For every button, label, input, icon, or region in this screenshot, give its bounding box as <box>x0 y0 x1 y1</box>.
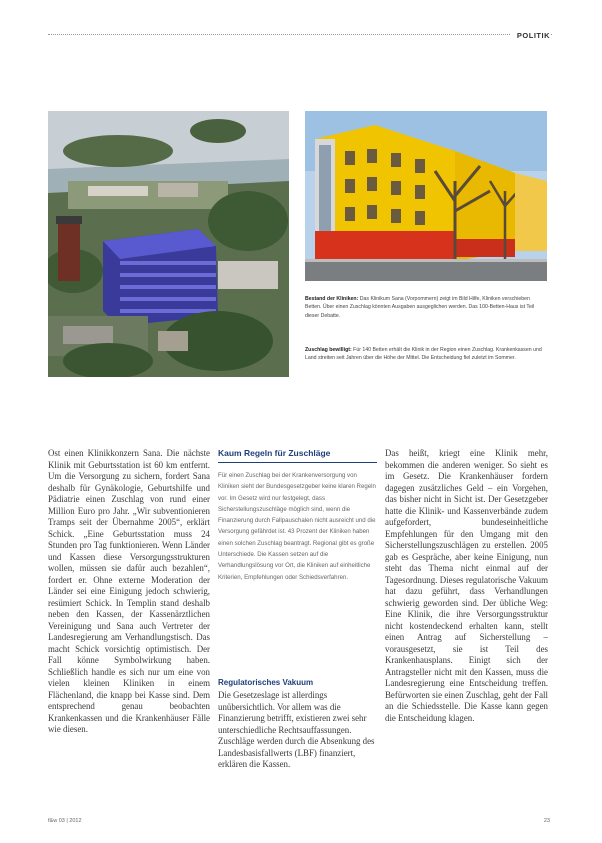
page-number: 23 <box>543 818 550 824</box>
subsection-text: Die Gesetzeslage ist allerdings unübersichtlich. Vor allem was die Finanzierung betrifft, existieren zwei sehr unterschiedliche Rechtsauffassungen. Zuschläge werden durch die Absenkung des Landesbasisfallwerts (LBF) finanziert, erklären die Kassen. <box>218 690 375 769</box>
photo-caption-2 <box>305 346 547 363</box>
clinic-building-photo <box>305 111 547 281</box>
info-box-title: Kaum Regeln für Zuschläge <box>218 448 377 463</box>
caption-1-text: Das Klinikum Sana (Vorpommern) zeigt im Bild Hilfe, Kliniken verschieben Betten. Über einen Zuschlag könnten Ausgaben ausgeglichen werden. Das 100-Betten-Haus ist Teil dieser Debatte. <box>305 296 535 319</box>
body-column-3: Das heißt, kriegt eine Klinik mehr, bekommen die anderen weniger. So sieht es im Gesetz. Die Krankenhäuser fordern dagegen zusätzliches Geld – ein Vorgehen, das bisher nicht in Sicht ist. Der Gesetzgeber hatte die Klinik- und Kassenverbände zudem aufgefordert, bundeseinheitliche Empfehlungen für den Umgang mit den Sicherstellungszuschlägen zu erstellen. 2005 gab es Gespräche, aber keine Einigung, nun steht das Thema nicht einmal auf der Tagesordnung. Dieses regulatorische Vakuum hat dazu geführt, dass Verhandlungen schwierig geworden sind. Der übliche Weg: Eine Klinik, die ihre Versorgungsstruktur nicht kostendeckend erhalten kann, stellt einen Antrag auf Sicherstellung – vorausgesetzt, sie ist Teil des Krankenhausplans. Einigt sich der Antragsteller nicht mit den Kassen, muss die Landesregierung eine Entscheidung treffen. Befürworten sie einen Zuschlag, geht der Fall an die Schiedsstelle. Die Kasse kann gegen die Entscheidung klagen. <box>385 448 548 723</box>
body-column-1: Ost einen Klinikkonzern Sana. Die nächste Klinik mit Geburtsstation ist 60 km entfernt. Um die Versorgung zu sichern, fordert Sana deshalb für Gynäkologie, Geburtshilfe und Pädiatrie einen Zuschlag von rund einer Million Euro pro Jahr. „Wir subventionieren Tramps seit der Übernahme 2005“, erklärt Schick. „Eine Geburtsstation muss 24 Stunden pro Tag funktionieren. Wenn Länder und Kassen diese Versorgungsstrukturen wollen, müssen sie dafür auch bezahlen“, fordert er. Ohne externe Moderation der Länder sei eine Einigung jedoch schwierig, resümiert Schick. In Templin stand deshalb neben den Kassen, der Kassenärztlichen Vereinigung und Sana auch Vertreter der Landesregierung am Verhandlungstisch. Das macht Schick vorsichtig optimistisch. Der Fall könne Symbolwirkung haben. Schließlich handle es sich nur um eine von vielen kleinen Kliniken in einem Flächenland, die knapp bei Kasse sind. Dem entsprechend genau beobachten Krankenkassen und die Krankenhäuser Fälle wie diesen. <box>48 448 210 734</box>
aerial-hospital-photo <box>48 111 289 377</box>
info-box-text: Für einen Zuschlag bei der Krankenversorgung von Kliniken sieht der Bundesgesetzgeber keine klaren Regeln vor. Im Gesetz wird nur festgelegt, dass Sicherstellungszuschläge möglich sind, wenn die Finanzierung durch Fallpauschalen nicht ausreicht und die Versorgung gefährdet ist. 43 Prozent der Kliniken haben einen solchen Zuschlag beantragt. Regional gibt es große Unterschiede. Die Kassen setzen auf die Verhandlungslösung vor Ort, die Kliniken auf einheitliche Kriterien, Empfehlungen oder Schiedsverfahren. <box>218 472 376 581</box>
photo-caption-1 <box>305 295 547 320</box>
caption-1-title: Bestand der Kliniken: <box>305 296 359 302</box>
footer-issue: f&w 03 | 2012 <box>48 818 82 824</box>
subsection-heading: Regulatorisches Vakuum <box>218 678 314 687</box>
section-label: POLITIK <box>511 31 550 40</box>
caption-2-title: Zuschlag bewilligt: <box>305 347 352 353</box>
caption-2-text: Für 140 Betten erhält die Klinik in der Region einen Zuschlag. Krankenkassen und Land streiten seit Jahren über die Höhe der Mittel. Die Entscheidung fiel zuletzt im Sommer. <box>305 347 542 362</box>
header-rule <box>48 34 552 35</box>
